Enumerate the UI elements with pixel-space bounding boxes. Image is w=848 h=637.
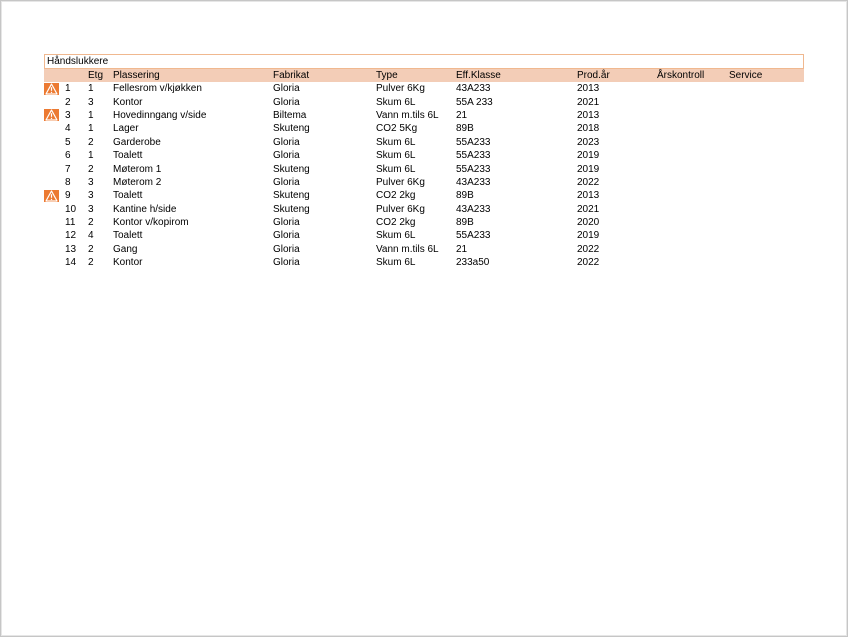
cell-eff-klasse: 55A233 <box>456 230 491 242</box>
cell-warning <box>44 109 62 122</box>
cell-service <box>727 176 804 189</box>
extinguisher-sheet <box>44 54 804 269</box>
cell-service <box>727 189 804 202</box>
cell-fabrikat: Gloria <box>273 230 300 242</box>
cell-etg: 1 <box>88 123 94 135</box>
cell-nr: 2 <box>65 96 71 108</box>
cell-type: Pulver 6Kg <box>376 83 425 95</box>
header-fabrikat: Fabrikat <box>273 70 310 81</box>
cell-arskontroll <box>655 95 727 108</box>
cell-fabrikat: Biltema <box>273 109 307 121</box>
cell-prod-ar: 2019 <box>577 230 600 242</box>
cell-etg: 1 <box>88 150 94 162</box>
cell-prod-ar: 2020 <box>577 217 600 229</box>
cell-service <box>727 95 804 108</box>
header-etg: Etg <box>88 70 104 81</box>
cell-type: Skum 6L <box>376 96 416 108</box>
cell-service <box>727 216 804 229</box>
cell-warning <box>44 176 62 189</box>
cell-plassering: Lager <box>113 123 139 135</box>
cell-type: Skum 6L <box>376 257 416 269</box>
cell-etg: 2 <box>88 243 94 255</box>
cell-eff-klasse: 43A233 <box>456 203 491 215</box>
cell-etg: 1 <box>88 83 94 95</box>
cell-warning <box>44 136 62 149</box>
cell-plassering: Kontor v/kopirom <box>113 217 189 229</box>
cell-arskontroll <box>655 109 727 122</box>
cell-warning <box>44 256 62 269</box>
cell-nr: 7 <box>65 163 71 175</box>
cell-type: CO2 2kg <box>376 217 416 229</box>
cell-eff-klasse: 55A 233 <box>456 96 493 108</box>
cell-type: CO2 5Kg <box>376 123 418 135</box>
cell-type: Skum 6L <box>376 230 416 242</box>
cell-plassering: Garderobe <box>113 136 161 148</box>
cell-etg: 2 <box>88 136 94 148</box>
cell-arskontroll <box>655 229 727 242</box>
cell-type: Skum 6L <box>376 136 416 148</box>
cell-fabrikat: Gloria <box>273 217 300 229</box>
cell-arskontroll <box>655 203 727 216</box>
cell-service <box>727 82 804 95</box>
table-row <box>44 136 804 149</box>
cell-prod-ar: 2019 <box>577 150 600 162</box>
cell-warning <box>44 189 62 202</box>
table-row <box>44 82 804 95</box>
cell-prod-ar: 2023 <box>577 136 600 148</box>
header-arskontroll: Årskontroll <box>657 70 705 81</box>
table-row <box>44 162 804 175</box>
cell-etg: 3 <box>88 176 94 188</box>
cell-warning <box>44 243 62 256</box>
cell-plassering: Toalett <box>113 150 143 162</box>
cell-fabrikat: Skuteng <box>273 203 310 215</box>
cell-type: Vann m.tils 6L <box>376 109 439 121</box>
cell-etg: 1 <box>88 109 94 121</box>
table-row <box>44 95 804 108</box>
cell-warning <box>44 82 62 95</box>
table-row <box>44 122 804 135</box>
cell-eff-klasse: 89B <box>456 217 474 229</box>
cell-arskontroll <box>655 256 727 269</box>
cell-fabrikat: Gloria <box>273 83 300 95</box>
cell-nr: 6 <box>65 150 71 162</box>
cell-eff-klasse: 43A233 <box>456 83 491 95</box>
cell-prod-ar: 2013 <box>577 190 600 202</box>
cell-arskontroll <box>655 122 727 135</box>
cell-service <box>727 256 804 269</box>
cell-plassering: Kantine h/side <box>113 203 177 215</box>
cell-eff-klasse: 89B <box>456 123 474 135</box>
table-row <box>44 216 804 229</box>
cell-nr: 8 <box>65 176 71 188</box>
table-row <box>44 176 804 189</box>
cell-warning <box>44 162 62 175</box>
cell-warning <box>44 203 62 216</box>
cell-fabrikat: Gloria <box>273 243 300 255</box>
table-row <box>44 149 804 162</box>
header-warning <box>44 69 62 82</box>
cell-service <box>727 203 804 216</box>
cell-arskontroll <box>655 243 727 256</box>
cell-service <box>727 109 804 122</box>
cell-nr: 3 <box>65 109 71 121</box>
table-row <box>44 243 804 256</box>
cell-plassering: Fellesrom v/kjøkken <box>113 83 202 95</box>
cell-etg: 3 <box>88 96 94 108</box>
cell-etg: 3 <box>88 203 94 215</box>
cell-prod-ar: 2022 <box>577 176 600 188</box>
cell-type: Vann m.tils 6L <box>376 243 439 255</box>
table-row <box>44 203 804 216</box>
cell-plassering: Kontor <box>113 96 143 108</box>
header-service: Service <box>729 70 763 81</box>
cell-service <box>727 136 804 149</box>
warning-icon <box>44 83 59 95</box>
cell-arskontroll <box>655 176 727 189</box>
cell-plassering: Gang <box>113 243 138 255</box>
cell-prod-ar: 2022 <box>577 243 600 255</box>
cell-nr: 12 <box>65 230 77 242</box>
cell-fabrikat: Skuteng <box>273 190 310 202</box>
cell-fabrikat: Gloria <box>273 176 300 188</box>
cell-type: Skum 6L <box>376 163 416 175</box>
cell-service <box>727 229 804 242</box>
cell-etg: 4 <box>88 230 94 242</box>
cell-eff-klasse: 233a50 <box>456 257 490 269</box>
cell-fabrikat: Gloria <box>273 257 300 269</box>
header-eff-klasse: Eff.Klasse <box>456 70 501 81</box>
table-row <box>44 109 804 122</box>
cell-fabrikat: Gloria <box>273 96 300 108</box>
cell-prod-ar: 2021 <box>577 96 600 108</box>
cell-etg: 2 <box>88 257 94 269</box>
cell-type: Pulver 6Kg <box>376 203 425 215</box>
cell-nr: 5 <box>65 136 71 148</box>
header-plassering: Plassering <box>113 70 160 81</box>
cell-type: Pulver 6Kg <box>376 176 425 188</box>
cell-nr: 11 <box>65 217 76 229</box>
cell-prod-ar: 2021 <box>577 203 600 215</box>
sheet-title: Håndslukkere <box>44 54 804 69</box>
cell-eff-klasse: 43A233 <box>456 176 491 188</box>
cell-eff-klasse: 21 <box>456 109 468 121</box>
cell-etg: 2 <box>88 217 94 229</box>
cell-service <box>727 162 804 175</box>
cell-arskontroll <box>655 136 727 149</box>
table-row <box>44 189 804 202</box>
table-header-row <box>44 69 804 82</box>
cell-nr: 9 <box>65 190 71 202</box>
cell-type: CO2 2kg <box>376 190 416 202</box>
cell-fabrikat: Gloria <box>273 150 300 162</box>
cell-nr: 14 <box>65 257 77 269</box>
cell-arskontroll <box>655 189 727 202</box>
cell-eff-klasse: 55A233 <box>456 150 491 162</box>
cell-eff-klasse: 55A233 <box>456 163 491 175</box>
cell-plassering: Hovedinngang v/side <box>113 109 207 121</box>
cell-plassering: Møterom 2 <box>113 176 162 188</box>
cell-prod-ar: 2022 <box>577 257 600 269</box>
cell-eff-klasse: 89B <box>456 190 474 202</box>
cell-nr: 4 <box>65 123 71 135</box>
cell-arskontroll <box>655 162 727 175</box>
cell-eff-klasse: 55A233 <box>456 136 491 148</box>
cell-service <box>727 243 804 256</box>
cell-arskontroll <box>655 149 727 162</box>
cell-fabrikat: Skuteng <box>273 163 310 175</box>
header-nr <box>62 69 86 82</box>
cell-prod-ar: 2013 <box>577 109 600 121</box>
cell-prod-ar: 2013 <box>577 83 600 95</box>
cell-nr: 1 <box>65 83 71 95</box>
cell-service <box>727 149 804 162</box>
warning-icon <box>44 109 59 121</box>
cell-plassering: Kontor <box>113 257 143 269</box>
cell-etg: 3 <box>88 190 94 202</box>
cell-etg: 2 <box>88 163 94 175</box>
cell-fabrikat: Skuteng <box>273 123 310 135</box>
cell-warning <box>44 149 62 162</box>
cell-plassering: Toalett <box>113 190 143 202</box>
cell-warning <box>44 122 62 135</box>
table-row <box>44 229 804 242</box>
warning-icon <box>44 190 59 202</box>
cell-nr: 13 <box>65 243 77 255</box>
cell-eff-klasse: 21 <box>456 243 468 255</box>
extinguisher-table <box>44 69 804 269</box>
cell-nr: 10 <box>65 203 77 215</box>
cell-plassering: Møterom 1 <box>113 163 162 175</box>
cell-arskontroll <box>655 82 727 95</box>
cell-plassering: Toalett <box>113 230 143 242</box>
cell-warning <box>44 229 62 242</box>
cell-prod-ar: 2018 <box>577 123 600 135</box>
table-row <box>44 256 804 269</box>
cell-fabrikat: Gloria <box>273 136 300 148</box>
cell-prod-ar: 2019 <box>577 163 600 175</box>
header-type: Type <box>376 70 398 81</box>
cell-type: Skum 6L <box>376 150 416 162</box>
cell-warning <box>44 95 62 108</box>
cell-arskontroll <box>655 216 727 229</box>
cell-warning <box>44 216 62 229</box>
cell-service <box>727 122 804 135</box>
header-prod-ar: Prod.år <box>577 70 610 81</box>
